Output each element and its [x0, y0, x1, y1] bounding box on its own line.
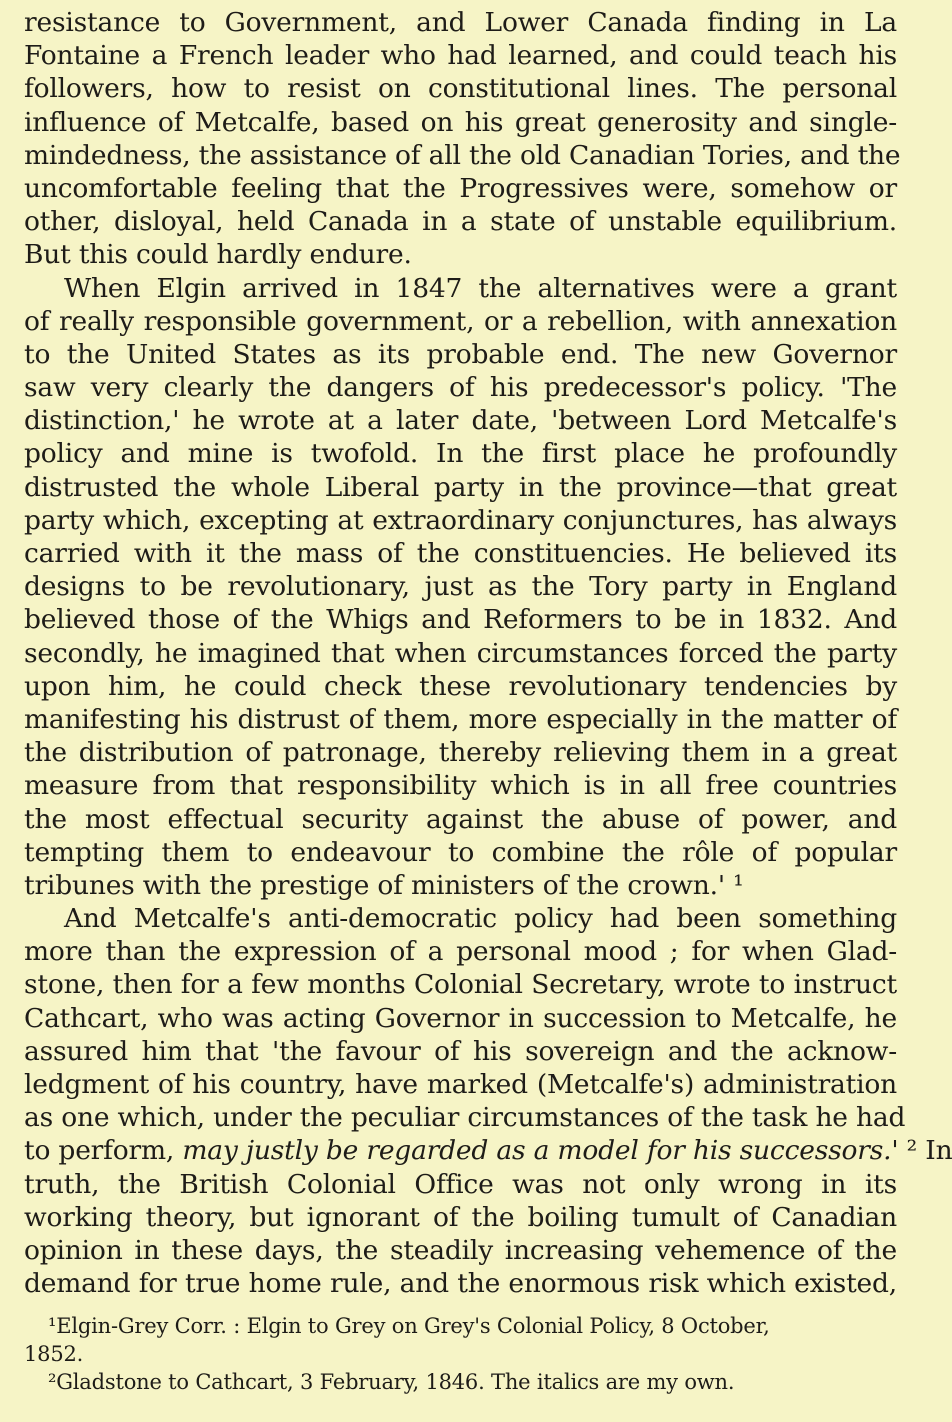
text-line: of really responsible government, or a rebellion, with annexation — [24, 305, 897, 337]
text-line: tribunes with the prestige of ministers of the crown.' ¹ — [24, 869, 744, 901]
text-line: carried with it the mass of the constituencies. He believed its — [24, 538, 897, 569]
text-line: influence of Metcalfe, based on his great generosity and single- — [24, 106, 897, 138]
footnote-1: ¹Elgin-Grey Corr. : Elgin to Grey on Grey's Colonial Policy, 8 October, — [48, 1314, 770, 1339]
text-line: designs to be revolutionary, just as the Tory party in England — [24, 571, 897, 603]
text-line: Fontaine a French leader who had learned, and could teach his — [24, 40, 897, 72]
text-line: assured him that 'the favour of his sovereign and the acknow- — [24, 1035, 897, 1067]
text-line: the distribution of patronage, thereby relieving them in a great — [24, 737, 897, 769]
text-line: policy and mine is twofold. In the first place he profoundly — [24, 438, 897, 470]
text-line: truth, the British Colonial Office was not only wrong in its — [24, 1168, 897, 1200]
text-line: believed those of the Whigs and Reformers to be in 1832. And — [24, 604, 897, 636]
text-line: measure from that responsibility which is in all free countries — [24, 770, 897, 802]
text-line: distinction,' he wrote at a later date, 'between Lord Metcalfe's — [24, 405, 897, 437]
text-line: ledgment of his country, have marked (Metcalfe's) administration — [24, 1069, 897, 1100]
text-line: When Elgin arrived in 1847 the alternatives were a grant — [64, 272, 897, 304]
text-line: saw very clearly the dangers of his predecessor's policy. 'The — [24, 372, 897, 404]
text-line: And Metcalfe's anti-democratic policy had been something — [64, 903, 897, 935]
text-line: working theory, but ignorant of the boiling tumult of Canadian — [24, 1201, 897, 1233]
text-line: stone, then for a few months Colonial Secretary, wrote to instruct — [24, 969, 897, 1001]
text-line: mindedness, the assistance of all the old Canadian Tories, and the — [24, 139, 901, 171]
text-line: demand for true home rule, and the enormous risk which existed, — [24, 1268, 897, 1300]
text-line: upon him, he could check these revolutionary tendencies by — [24, 670, 897, 702]
text-line: more than the expression of a personal mood ; for when Glad- — [24, 936, 897, 968]
text-line: uncomfortable feeling that the Progressives were, somehow or — [24, 172, 897, 204]
paragraph-lines — [24, 6, 906, 1134]
italic-quote: may justly be regarded as a model for his successors. — [182, 1135, 892, 1167]
footnote-2: ²Gladstone to Cathcart, 3 February, 1846. The italics are my own. — [48, 1370, 735, 1395]
text-line: party which, excepting at extraordinary conjunctures, has always — [24, 504, 897, 536]
text-line: tempting them to endeavour to combine the rôle of popular — [24, 836, 897, 868]
text-line: to the United States as its probable end. The new Governor — [24, 338, 897, 370]
text-line: other, disloyal, held Canada in a state of unstable equilibrium. — [24, 206, 897, 238]
text-line: secondly, he imagined that when circumstances forced the party — [24, 637, 897, 669]
footnote-1-continued: 1852. — [24, 1342, 84, 1367]
text-line: manifesting his distrust of them, more especially in the matter of — [24, 703, 897, 735]
text-line-italic: to perform, may justly be regarded as a model for his successors.' ² In — [24, 1135, 952, 1167]
paragraph-lines-end — [24, 1168, 897, 1301]
footnotes — [24, 1312, 897, 1396]
text-line: the most effectual security against the abuse of power, and — [24, 803, 897, 835]
text-line: But this could hardly endure. — [24, 239, 412, 271]
text-line: Cathcart, who was acting Governor in succession to Metcalfe, he — [24, 1002, 897, 1034]
text-line: resistance to Government, and Lower Canada finding in La — [24, 7, 897, 38]
text-line: distrusted the whole Liberal party in the province—that great — [24, 471, 897, 503]
text-line: followers, how to resist on constitutional lines. The personal — [24, 73, 897, 105]
text-line: opinion in these days, the steadily increasing vehemence of the — [24, 1234, 897, 1266]
text-line: as one which, under the peculiar circumstances of the task he had — [24, 1102, 906, 1134]
body-text — [24, 6, 952, 1300]
